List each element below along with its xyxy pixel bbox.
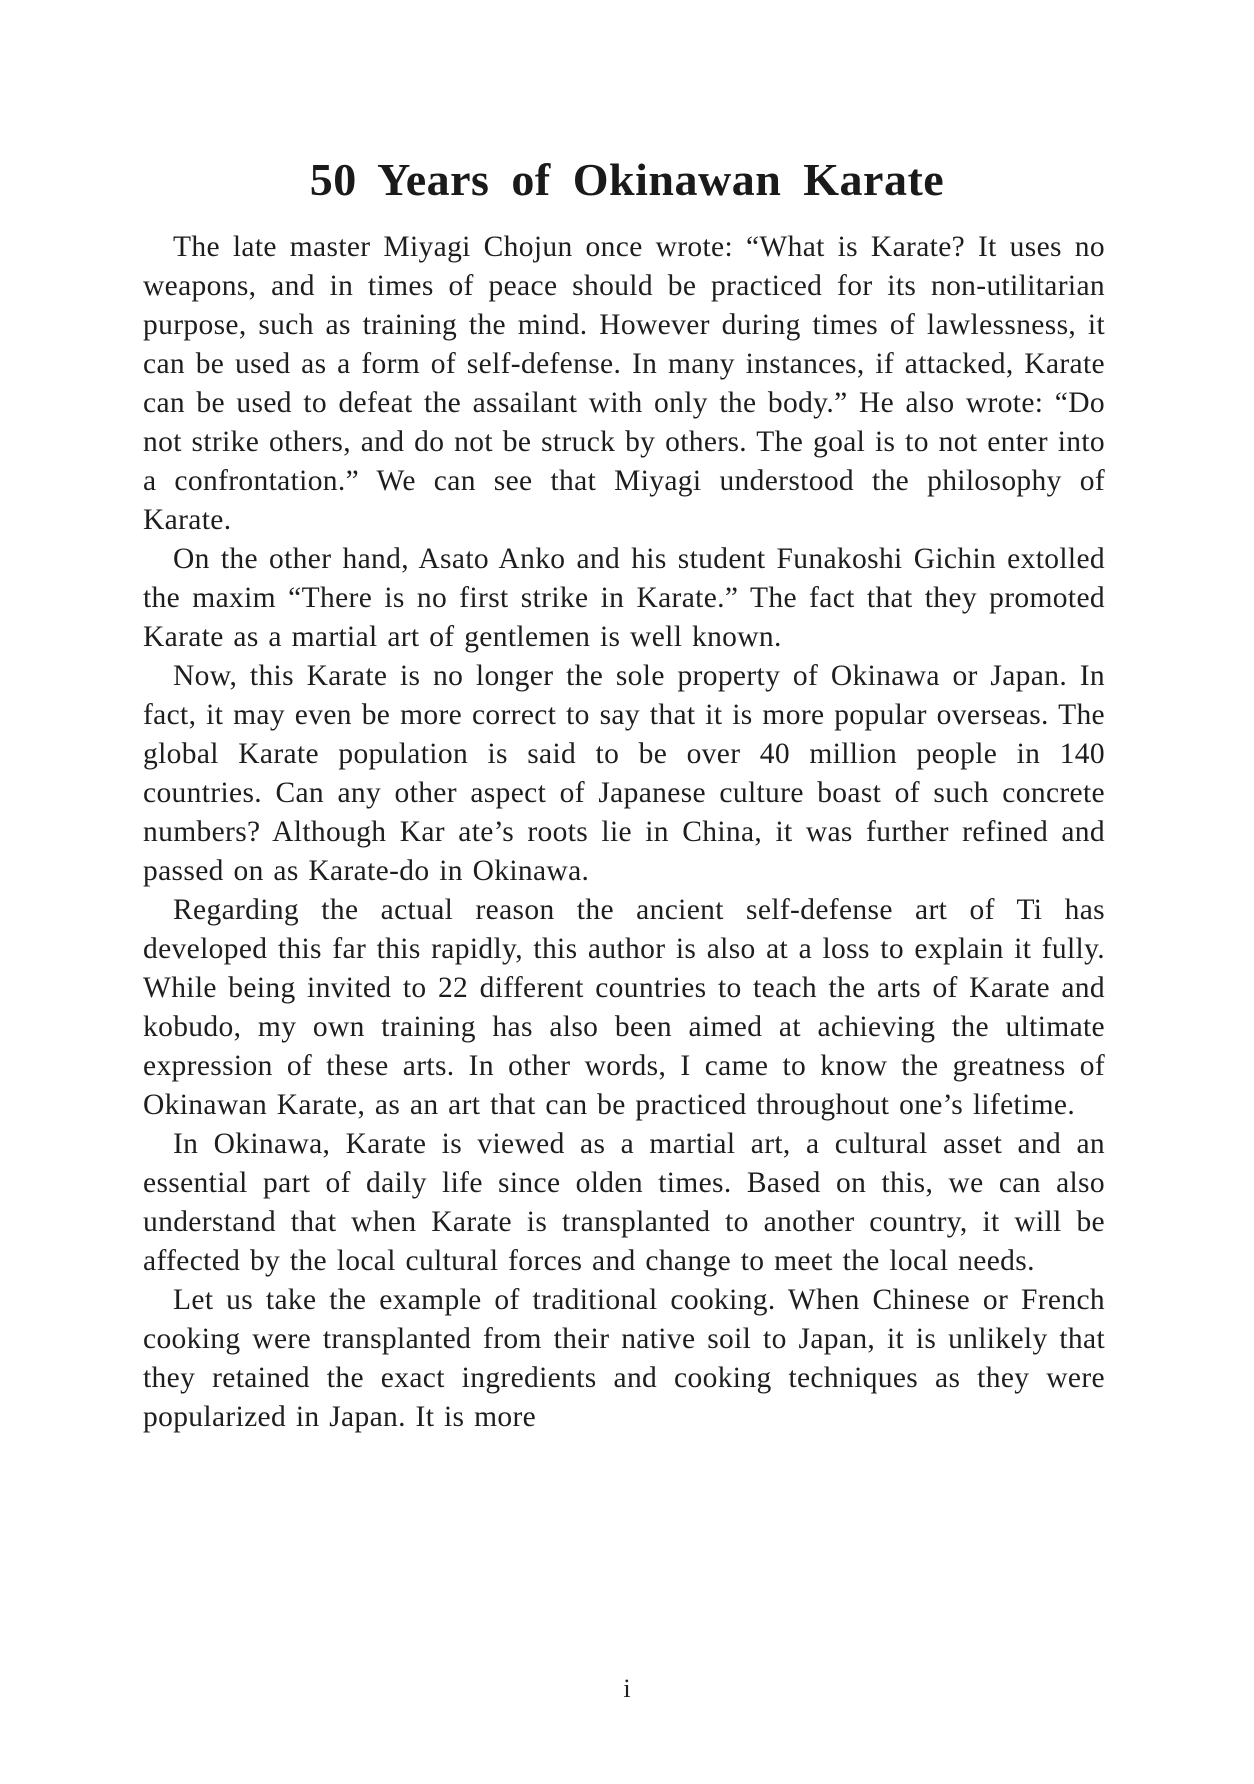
body-text	[143, 228, 1105, 1437]
paragraph-development-of-ti: Regarding the actual reason the ancient self-defense art of Ti has developed this far this rapidly, this author is also at a loss to explain it fully. While being invited to 22 different countries to teach the arts of Karate and kobudo, my own training has also been aimed at achieving the ultimate expression of these arts. In other words, I came to know the greatness of Okinawan Karate, as an art that can be practiced throughout one’s lifetime.	[143, 894, 1105, 1121]
paragraph-asato-funakoshi: On the other hand, Asato Anko and his student Funakoshi Gichin extolled the maxim “There is no first strike in Karate.” The fact that they promoted Karate as a martial art of gentlemen is well known.	[143, 543, 1105, 653]
page-title: 50 Years of Okinawan Karate	[309, 154, 945, 205]
paragraph-global-karate: Now, this Karate is no longer the sole property of Okinawa or Japan. In fact, it may even be more correct to say that it is more popular overseas. The global Karate population is said to be over 40 million people in 140 countries. Can any other aspect of Japanese culture boast of such concrete numbers? Although Kar ate’s roots lie in China, it was further refined and passed on as Karate-do in Okinawa.	[143, 660, 1105, 887]
paragraph-cooking-example: Let us take the example of traditional cooking. When Chinese or French cooking were transplanted from their native soil to Japan, it is unlikely that they retained the exact ingredients and cooking techniques as they were popularized in Japan. It is more	[143, 1284, 1105, 1433]
page-number: i	[623, 1674, 631, 1703]
paragraph-miyagi-quote: The late master Miyagi Chojun once wrote: “What is Karate? It uses no weapons, and in times of peace should be practiced for its non-utilitarian purpose, such as training the mind. However during times of lawlessness, it can be used as a form of self-defense. In many instances, if attacked, Karate can be used to defeat the assailant with only the body.” He also wrote: “Do not strike others, and do not be struck by others. The goal is to not enter into a confrontation.” We can see that Miyagi understood the philosophy of Karate.	[143, 231, 1105, 536]
paragraph-okinawa-culture: In Okinawa, Karate is viewed as a martial art, a cultural asset and an essential part of daily life since olden times. Based on this, we can also understand that when Karate is transplanted to another country, it will be affected by the local cultural forces and change to meet the local needs.	[143, 1128, 1105, 1277]
